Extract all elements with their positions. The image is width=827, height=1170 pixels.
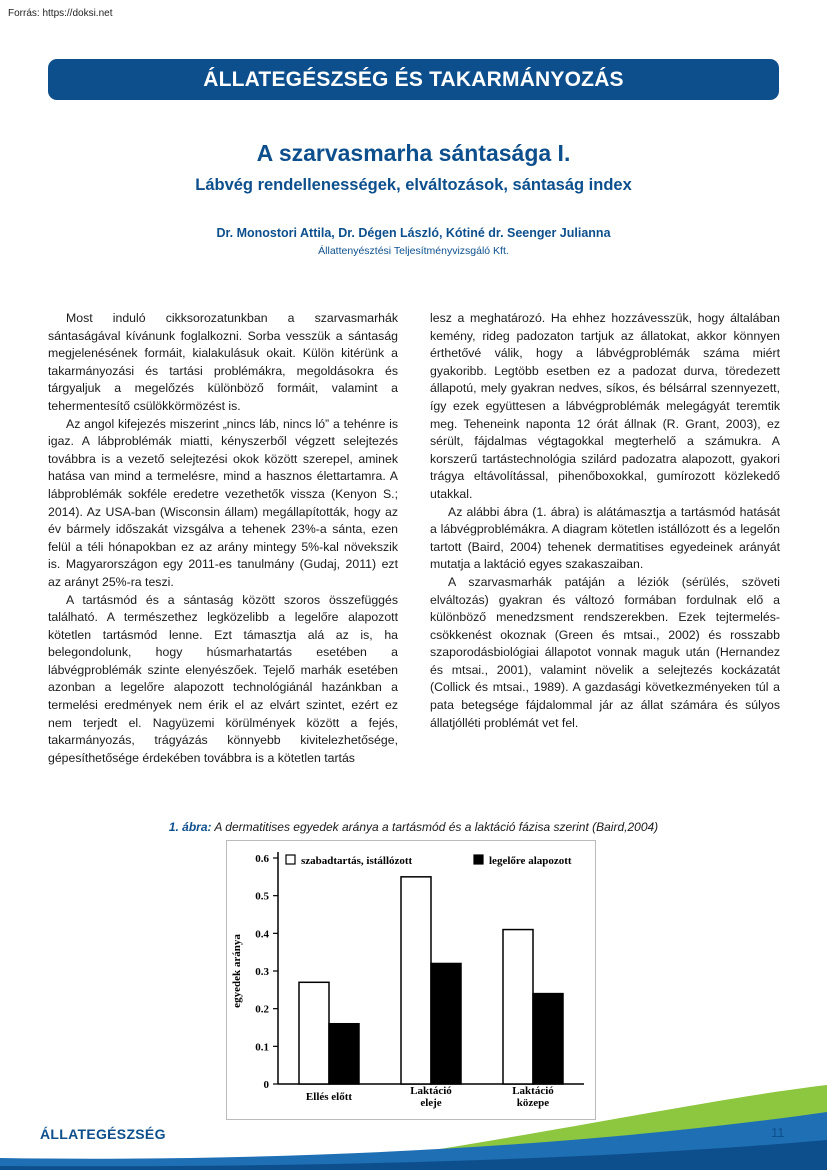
paragraph: Most induló cikksorozatunkban a szarvasmarhák sántaságával kívánunk foglalkozni. Sorba vesszük a sántaság megjelenésének formáit, kialakulásuk okait. Külön kitérünk a takarmányozási és tartási problémákra, megoldásokra és tárgyaljuk a megelőzés különböző formáit, valamint a tehermentesítő csülökkörmözést is. <box>48 311 398 413</box>
bar-stable <box>401 877 431 1084</box>
paragraph: Az angol kifejezés miszerint „nincs láb, nincs ló” a tehénre is igaz. A lábproblémák miatti, kényszerből végzett selejtezés továbbra is a vezető selejtezési okok között szerepel, aminek hatása van mind a termelésre, mind a hasznos élettartamra. A lábproblémák sokféle eredetre vezethetők vissza (Kenyon S.; 2014). Az USA-ban (Wisconsin állam) megállapították, hogy az év bármely időszakát vizsgálva a tehenek 23%-a sánta, ezen felül a téli hónapokban ez az arány mintegy 5%-kal növekszik is. Magyarországon egy 2011-es tanulmány (Gudaj, 2011) ezt az arányt 25%-ra teszi. <box>48 416 398 589</box>
paragraph: Az alábbi ábra (1. ábra) is alátámasztja a tartásmód hatását a lábvégproblémákra. A diagram kötetlen istállózott és a legelőn tartott (Baird, 2004) tehenek dermatitises egyedeinek arányát mutatja a laktáció egyes szakaszaiban. <box>430 504 780 572</box>
bar-pasture <box>431 963 461 1084</box>
x-tick-label: Ellés előtt <box>305 1091 353 1103</box>
figure-caption-text: A dermatitises egyedek aránya a tartásmód és a laktáció fázisa szerint (Baird,2004) <box>211 820 659 834</box>
paragraph: A tartásmód és a sántaság között szoros összefüggés található. A természethez legközelibb a legelőre alapozott kötetlen tartásmód lenne. Ezt támasztja alá az is, ha belegondolunk, hogy húsmarhatartás esetében a lábvégproblémák szinte elenyészőek. Tejelő marhák esetében azonban a legelőre alapozott technológiánál hazánkban a termelési eredmények nem érik el az elvárt szintet, ezért ez nem terjedt el. Nagyüzemi körülmények között a fejés, takarmányozás, trágyázás könnyebb kivitelezhetősége, gépesíthetősége érdekében továbbra is a kötetlen tartás <box>48 592 398 765</box>
bar-pasture <box>329 1024 359 1084</box>
legend-swatch <box>286 855 295 864</box>
x-tick-label: eleje <box>420 1097 442 1109</box>
legend-label: legelőre alapozott <box>489 855 572 867</box>
y-tick-label: 0.3 <box>255 966 269 978</box>
footer-wave <box>0 1080 827 1170</box>
x-tick-label: Laktáció <box>410 1085 452 1097</box>
left-column <box>48 310 398 767</box>
figure-caption <box>0 820 827 834</box>
y-tick-label: 0 <box>263 1079 269 1091</box>
figure-caption-label: 1. ábra: <box>168 820 212 834</box>
paragraph: lesz a meghatározó. Ha ehhez hozzávesszük, hogy általában kemény, rideg padozaton tartjuk az állatokat, akkor könnyen érthetővé válik, hogy a lábvégproblémák száma miért gyakoribb. Legtöbb esetben ez a padozat durva, töredezett állapotú, mely gyakran nedves, síkos, és bélsárral szennyezett, így ezek együttesen a lábvégproblémák melegágyát teremtik meg. Teheneink naponta 12 órát állnak (R. Grant, 2003), ez sérült, fájdalmas végtagokkal megterhelő a számukra. A korszerű tartástechnológia szilárd padozatra alapozott, gyakori trágya eltávolítással, pihenőboxokkal, gumírozott közlekedő utakkal. <box>430 311 780 501</box>
section-banner: ÁLLATEGÉSZSÉG ÉS TAKARMÁNYOZÁS <box>48 59 779 100</box>
article-title: A szarvasmarha sántasága I. <box>256 140 571 166</box>
y-tick-label: 0.2 <box>255 1003 269 1016</box>
bar-chart <box>226 840 596 1120</box>
y-tick-label: 0.4 <box>255 928 269 941</box>
x-tick-label: Laktáció <box>512 1085 554 1097</box>
bar-stable <box>503 930 533 1084</box>
y-tick-label: 0.5 <box>255 890 269 903</box>
y-axis-label: egyedek aránya <box>231 934 243 1008</box>
authors: Dr. Monostori Attila, Dr. Dégen László, Kótiné dr. Seenger Julianna <box>216 226 611 240</box>
bar-stable <box>299 982 329 1084</box>
y-tick-label: 0.1 <box>255 1041 269 1054</box>
legend-label: szabadtartás, istállózott <box>301 855 413 867</box>
x-tick-label: közepe <box>516 1097 550 1109</box>
affiliation: Állattenyésztési Teljesítményvizsgáló Kft. <box>318 245 509 257</box>
paragraph: A szarvasmarhák patáján a léziók (sérülés, szöveti elváltozás) gyakran és változó formában fordulnak elő a különböző menedzsment rendszerekben. Ezek tejtermelés-csökkenést okoznak (Green és mtsai., 2002) és rosszabb szaporodásbiológiai állapotot vonnak maguk után (Hernandez és mtsai., 2001), valamint növelik a selejtezés kockázatát (Collick és mtsai., 1989). A gazdasági következményeken túl a pata betegsége fájdalommal jár az állat számára és súlyos állatjólléti problémát vet fel. <box>430 574 780 730</box>
source-link[interactable]: Forrás: https://doksi.net <box>8 8 113 19</box>
y-tick-label: 0.6 <box>255 853 269 865</box>
bar-pasture <box>533 994 563 1084</box>
legend-swatch <box>474 855 483 864</box>
page-number: 11 <box>771 1125 785 1140</box>
right-column <box>430 310 780 732</box>
article-subtitle: Lábvég rendellenességek, elváltozások, sántaság index <box>195 176 632 194</box>
footer-section-label: ÁLLATEGÉSZSÉG <box>40 1126 166 1142</box>
